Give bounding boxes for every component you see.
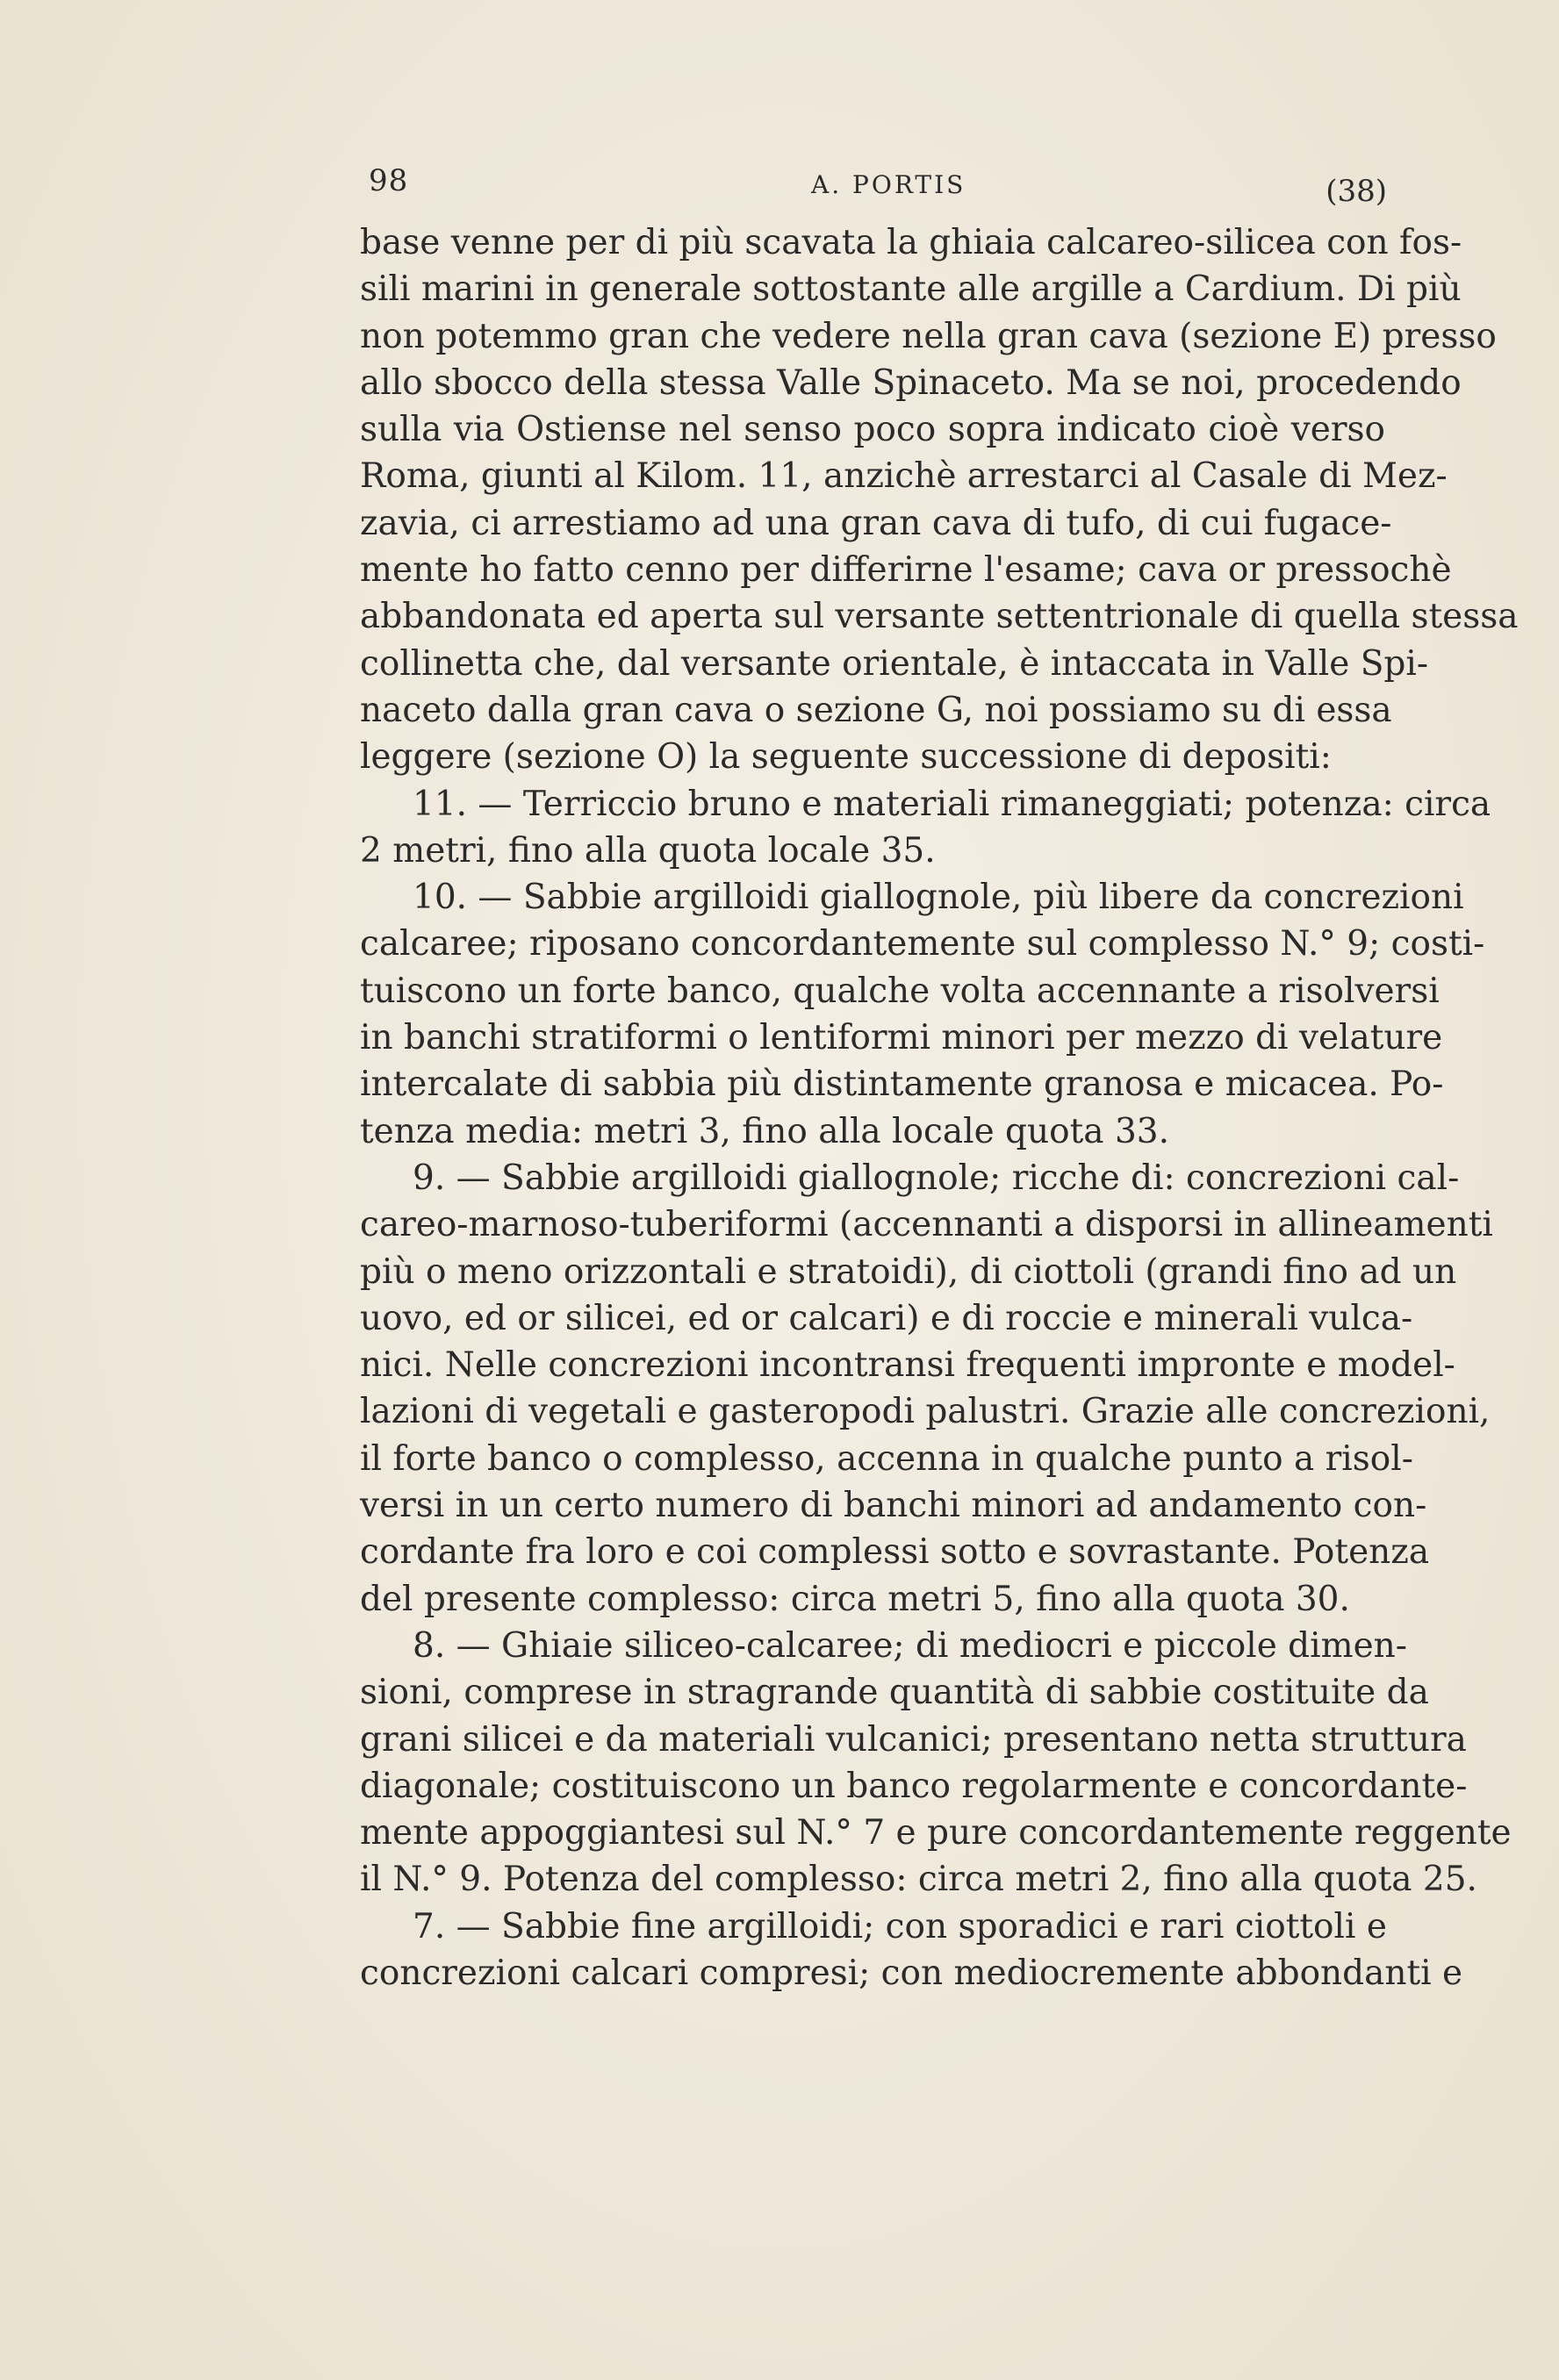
text-line: 10. — Sabbie argilloidi giallognole, più libere da concrezioni <box>413 878 1464 918</box>
text-line: 2 metri, fino alla quota locale 35. <box>360 830 936 871</box>
text-line: 9. — Sabbie argilloidi giallognole; ricche di: concrezioni cal- <box>413 1158 1460 1198</box>
text-line: più o meno orizzontali e stratoidi), di ciottoli (grandi fino ad un <box>360 1251 1457 1292</box>
text-line: Roma, giunti al Kilom. 11, anzichè arrestarci al Casale di Mez- <box>360 456 1448 497</box>
text-line: 8. — Ghiaie siliceo-calcaree; di mediocri e piccole dimen- <box>413 1625 1407 1666</box>
body-text <box>360 219 1519 1996</box>
text-line: diagonale; costituiscono un banco regolarmente e concordante- <box>360 1766 1468 1806</box>
text-line: sili marini in generale sottostante alle argille a Cardium. Di più <box>360 269 1462 310</box>
text-line: del presente complesso: circa metri 5, fino alla quota 30. <box>360 1579 1350 1619</box>
text-line: concrezioni calcari compresi; con mediocremente abbondanti e <box>360 1953 1463 1993</box>
text-line: 7. — Sabbie fine argilloidi; con sporadici e rari ciottoli e <box>413 1906 1387 1946</box>
text-line: sulla via Ostiense nel senso poco sopra indicato cioè verso <box>360 410 1385 450</box>
text-line: base venne per di più scavata la ghiaia calcareo-silicea con fos- <box>360 223 1462 262</box>
text-line: collinetta che, dal versante orientale, è intaccata in Valle Spi- <box>360 643 1429 684</box>
text-line: zavia, ci arrestiamo ad una gran cava di tufo, di cui fugace- <box>360 503 1392 543</box>
text-line: il N.° 9. Potenza del complesso: circa metri 2, fino alla quota 25. <box>360 1860 1477 1900</box>
text-line: intercalate di sabbia più distintamente granosa e micacea. Po- <box>360 1065 1444 1105</box>
text-line: in banchi stratiformi o lentiformi minori per mezzo di velature <box>360 1018 1443 1058</box>
running-head: A. PORTIS <box>811 170 966 199</box>
text-line: tenza media: metri 3, fino alla locale quota 33. <box>360 1111 1169 1151</box>
text-line: lazioni di vegetali e gasteropodi palustri. Grazie alle concrezioni, <box>360 1392 1491 1432</box>
section-number: (38) <box>1326 174 1387 209</box>
text-line: mente appoggiantesi sul N.° 7 e pure concordantemente reggente <box>360 1813 1512 1853</box>
text-line: calcaree; riposano concordantemente sul complesso N.° 9; costi- <box>360 924 1485 964</box>
text-line: nici. Nelle concrezioni incontransi frequenti impronte e model- <box>360 1345 1455 1386</box>
text-line: cordante fra loro e coi complessi sotto e sovrastante. Potenza <box>360 1532 1430 1573</box>
page-number: 98 <box>369 163 409 198</box>
text-line: 11. — Terriccio bruno e materiali rimaneggiati; potenza: circa <box>413 784 1491 824</box>
text-line: naceto dalla gran cava o sezione G, noi possiamo su di essa <box>360 690 1392 730</box>
text-line: abbandonata ed aperta sul versante settentrionale di quella stessa <box>360 597 1519 637</box>
text-line: uovo, ed or silicei, ed or calcari) e di roccie e minerali vulca- <box>360 1298 1413 1338</box>
text-line: allo sbocco della stessa Valle Spinaceto. Ma se noi, procedendo <box>360 362 1462 403</box>
text-line: il forte banco o complesso, accenna in qualche punto a risol- <box>360 1438 1413 1479</box>
page-header <box>369 163 1387 207</box>
text-line: careo-marnoso-tuberiformi (accennanti a disporsi in allineamenti <box>360 1205 1493 1245</box>
text-line: leggere (sezione O) la seguente successione di depositi: <box>360 737 1332 778</box>
text-line: grani silicei e da materiali vulcanici; presentano netta struttura <box>360 1719 1467 1760</box>
text-line: mente ho fatto cenno per differirne l'esame; cava or pressochè <box>360 550 1452 591</box>
text-line: non potemmo gran che vedere nella gran cava (sezione E) presso <box>360 316 1497 356</box>
text-line: sioni, comprese in stragrande quantità di sabbie costituite da <box>360 1673 1429 1713</box>
text-line: tuiscono un forte banco, qualche volta accennante a risolversi <box>360 971 1440 1011</box>
text-line: versi in un certo numero di banchi minori ad andamento con- <box>360 1486 1427 1526</box>
